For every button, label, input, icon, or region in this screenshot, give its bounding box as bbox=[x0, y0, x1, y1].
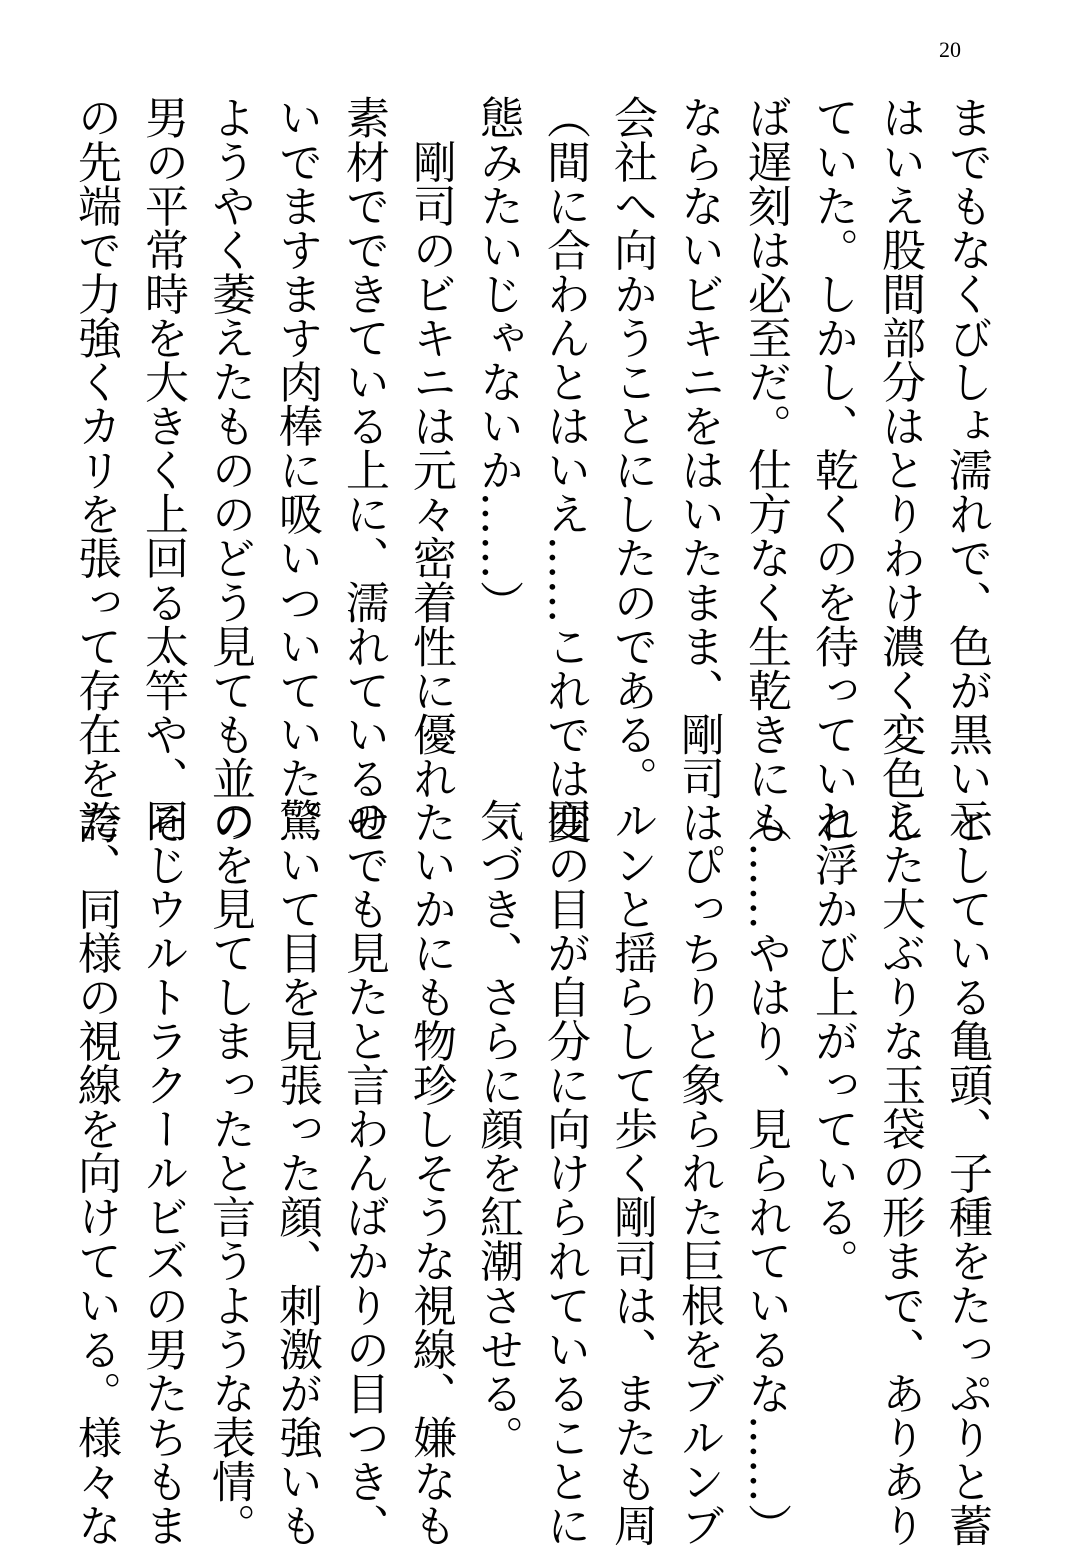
text-line: と浮かび上がっている。 bbox=[807, 798, 858, 1283]
text-block-bottom bbox=[70, 798, 1000, 1547]
text-line: 男の平常時を大きく上回る太竿や、そ bbox=[137, 95, 188, 844]
text-line: いでますます肉棒に吸いついていた。 bbox=[271, 95, 322, 844]
text-line: 素材でできている上に、濡れているせ bbox=[338, 95, 389, 844]
text-line: 囲の目が自分に向けられていることに bbox=[539, 798, 590, 1547]
text-line: の先端で力強くカリを張って存在を誇 bbox=[70, 95, 121, 844]
text-line: 気づき、さらに顔を紅潮させる。 bbox=[472, 798, 523, 1459]
text-line: ぴっちりと象られた巨根をブルンブ bbox=[673, 798, 724, 1547]
text-line: 会社へ向かうことにしたのである。 bbox=[606, 95, 657, 800]
text-line: のでも見たと言わんばかりの目つき、 bbox=[338, 798, 389, 1547]
text-line: はいえ股間部分はとりわけ濃く変色し bbox=[874, 95, 925, 844]
text-line: ならないビキニをはいたまま、剛司は bbox=[673, 95, 724, 844]
text-line: （間に合わんとはいえ……これでは変 bbox=[539, 95, 590, 844]
text-line: 示している亀頭、子種をたっぷりと蓄 bbox=[941, 798, 992, 1547]
text-line: までもなくびしょ濡れで、色が黒いと bbox=[941, 95, 992, 844]
text-line: 同じウルトラクールビズの男たちもま bbox=[137, 798, 188, 1547]
text-line: ていた。しかし、乾くのを待っていれ bbox=[807, 95, 858, 844]
text-line: 剛司のビキニは元々密着性に優れた bbox=[405, 95, 456, 844]
text-line: （……やはり、見られているな……） bbox=[740, 798, 791, 1547]
text-block-top bbox=[70, 95, 1000, 844]
text-line: えた大ぶりな玉袋の形まで、ありあり bbox=[874, 798, 925, 1547]
text-line: ようやく萎えたもののどう見ても並の bbox=[204, 95, 255, 844]
text-line: 驚いて目を見張った顔、刺激が強いも bbox=[271, 798, 322, 1547]
text-line: のを見てしまったと言うような表情。 bbox=[204, 798, 255, 1547]
text-line: 態みたいじゃないか……） bbox=[472, 95, 523, 624]
text-line: た、同様の視線を向けている。様々な bbox=[70, 798, 121, 1547]
text-line: ルンと揺らして歩く剛司は、またも周 bbox=[606, 798, 657, 1547]
text-line: いかにも物珍しそうな視線、嫌なも bbox=[405, 798, 456, 1547]
page-number: 20 bbox=[939, 37, 961, 62]
text-line: ば遅刻は必至だ。仕方なく生乾きにも bbox=[740, 95, 791, 844]
